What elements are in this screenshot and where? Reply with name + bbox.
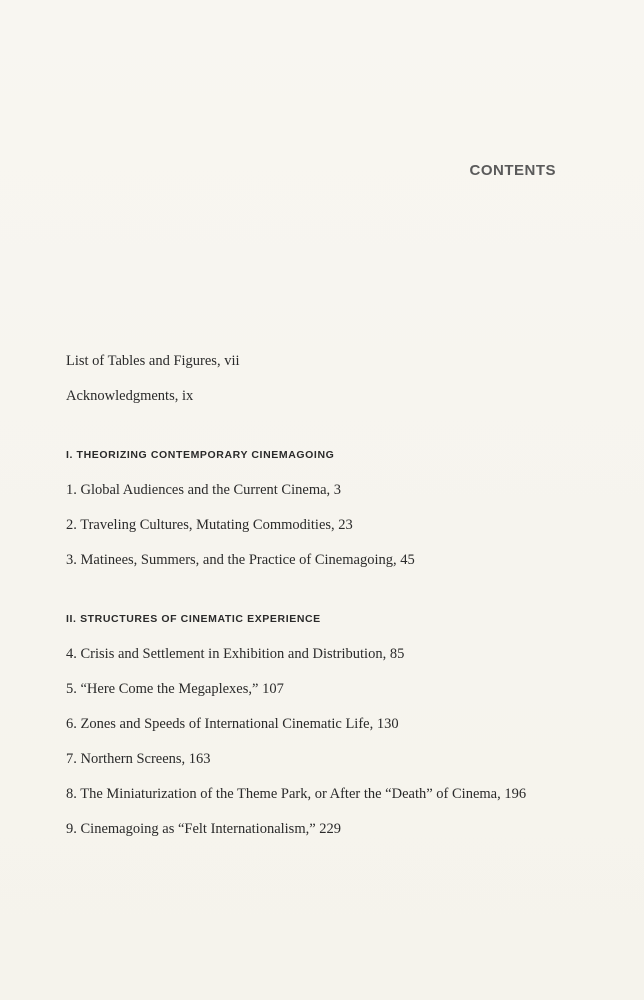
front-matter-entry-tables-figures: List of Tables and Figures, vii: [66, 353, 240, 369]
part-heading-1: I. THEORIZING CONTEMPORARY CINEMAGOING: [66, 449, 335, 461]
chapter-entry-3: 3. Matinees, Summers, and the Practice of Cinemagoing, 45: [66, 552, 415, 568]
part-heading-2: II. STRUCTURES OF CINEMATIC EXPERIENCE: [66, 613, 321, 625]
chapter-entry-2: 2. Traveling Cultures, Mutating Commodities, 23: [66, 517, 353, 533]
chapter-entry-1: 1. Global Audiences and the Current Cinema, 3: [66, 482, 342, 498]
front-matter-entry-acknowledgments: Acknowledgments, ix: [66, 388, 194, 404]
chapter-entry-4: 4. Crisis and Settlement in Exhibition and Distribution, 85: [66, 646, 405, 662]
chapter-entry-6: 6. Zones and Speeds of International Cinematic Life, 130: [66, 716, 399, 732]
chapter-entry-7: 7. Northern Screens, 163: [66, 751, 211, 767]
chapter-entry-9: 9. Cinemagoing as “Felt Internationalism,” 229: [66, 821, 342, 837]
chapter-entry-8: 8. The Miniaturization of the Theme Park, or After the “Death” of Cinema, 196: [66, 786, 527, 802]
page-title: CONTENTS: [469, 162, 556, 179]
chapter-entry-5: 5. “Here Come the Megaplexes,” 107: [66, 681, 284, 697]
